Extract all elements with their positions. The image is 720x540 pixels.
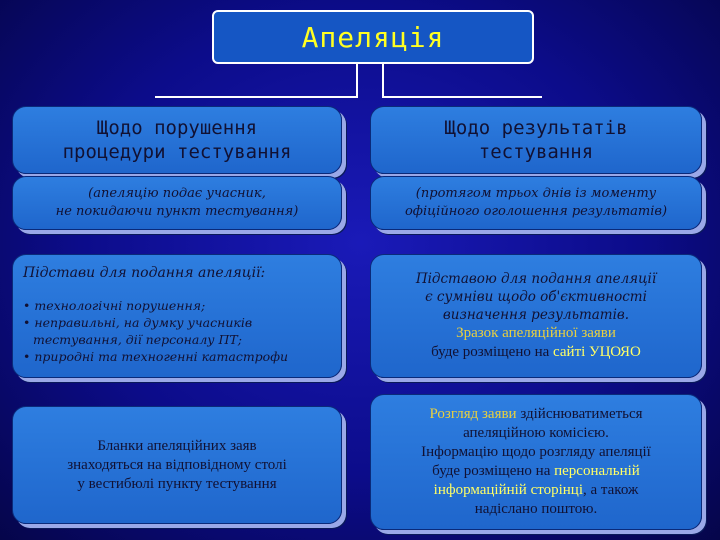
review-part1: Розгляд заяви (429, 406, 517, 422)
left-note-line1: (апеляцію подає учасник, (88, 186, 266, 201)
right-basis-box (370, 254, 702, 378)
right-note-box (370, 176, 702, 230)
review-line1 (429, 405, 642, 424)
list-item: • технологічні порушення; (23, 298, 206, 313)
right-heading-box (370, 106, 702, 174)
grounds-title: Підстави для подання апеляції: (23, 265, 266, 281)
left-heading-line2: процедури тестування (62, 141, 292, 163)
connector-left-vertical (356, 64, 358, 98)
right-note-line2: офіційного оголошення результатів) (404, 204, 668, 219)
left-grounds-box (12, 254, 342, 378)
right-heading-line2: тестування (478, 141, 594, 163)
sample-line: Зразок апеляційної заяви (456, 325, 616, 341)
review-line5 (434, 481, 639, 500)
review-part2: здійснюватиметься (516, 406, 643, 422)
left-note-box (12, 176, 342, 230)
forms-line1: Бланки апеляційних заяв (97, 437, 257, 454)
basis-line1: Підставою для подання апеляції (415, 271, 657, 287)
grounds-list (23, 297, 331, 365)
right-note-line1: (протягом трьох днів із моменту (415, 186, 657, 201)
posted-line (431, 343, 641, 362)
connector-right-horizontal (382, 96, 542, 98)
list-item: • природні та техногенні катастрофи (23, 349, 289, 364)
review-line4 (432, 462, 640, 481)
left-heading-line1: Щодо порушення (96, 117, 258, 139)
posted-prefix: буде розміщено на (431, 344, 554, 360)
right-heading-line1: Щодо результатів (444, 117, 628, 139)
left-note-line2: не покидаючи пункт тестування) (55, 204, 299, 219)
review-line2: апеляційною комісією. (463, 425, 609, 441)
review-line3: Інформацію щодо розгляду апеляції (421, 444, 651, 460)
review-line4-prefix: буде розміщено на (432, 463, 555, 479)
right-review-box (370, 394, 702, 530)
left-heading-box (12, 106, 342, 174)
list-item: • неправильні, на думку учасників тестування, дії персоналу ПТ; (23, 315, 253, 347)
forms-line3: у вестибюлі пункту тестування (77, 475, 277, 492)
page-title: Апеляція (301, 20, 445, 54)
forms-line2: знаходяться на відповідному столі (67, 456, 287, 473)
personal-link[interactable]: персональній (554, 463, 640, 479)
basis-line2: є сумніви щодо об'єктивності (425, 289, 647, 305)
review-line5-suffix: , а також (583, 482, 639, 498)
basis-line3: визначення результатів. (442, 307, 630, 323)
site-link[interactable]: сайті УЦОЯО (553, 344, 641, 360)
review-line6: надіслано поштою. (474, 501, 598, 517)
info-page-link[interactable]: інформаційній сторінці (433, 482, 583, 498)
connector-right-vertical (382, 64, 384, 98)
left-forms-box (12, 406, 342, 524)
title-box (212, 10, 534, 64)
connector-left-horizontal (155, 96, 358, 98)
